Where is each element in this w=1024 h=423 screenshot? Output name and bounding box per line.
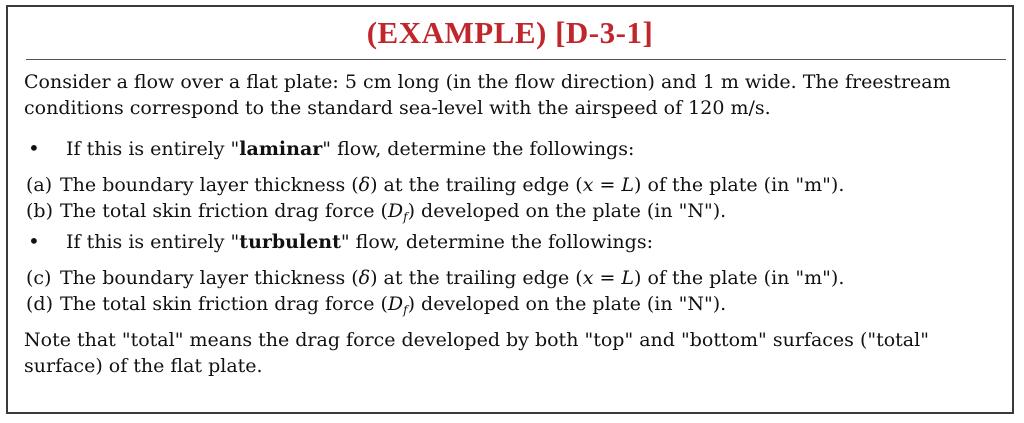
delta-symbol: δ <box>358 267 371 289</box>
bullet-icon: • <box>28 136 40 160</box>
intro-line-2: conditions correspond to the standard sea-level with the airspeed of 120 m/s. <box>24 97 771 119</box>
delta-symbol: δ <box>358 174 371 196</box>
question-b: (b) The total skin friction drag force $(D_f)$ developed on the plate (in "N"). <box>26 200 727 224</box>
bullet-icon: • <box>28 229 40 253</box>
question-c-label: (c) <box>26 267 52 289</box>
turbulent-keyword: turbulent <box>239 231 341 253</box>
laminar-bullet-pre: If this is entirely " <box>66 138 240 160</box>
turbulent-bullet-pre: If this is entirely " <box>66 231 240 253</box>
x-equals-l: x = L <box>582 267 635 289</box>
turbulent-bullet <box>24 228 1002 255</box>
title-divider <box>26 59 1006 60</box>
intro-line-1: Consider a flow over a flat plate: 5 cm long (in the flow direction) and 1 m wide. The freestream <box>24 71 951 93</box>
question-d: (d) The total skin friction drag force $(D_f)$ developed on the plate (in "N"). <box>26 293 727 317</box>
note-line-2: surface) of the flat plate. <box>24 355 263 377</box>
laminar-bullet <box>24 135 1002 162</box>
drag-symbol: D <box>387 293 404 315</box>
x-equals-l: x = L <box>582 174 635 196</box>
question-a: (a) The boundary layer thickness (δ) at the trailing edge (x = L) of the plate (in "m"). <box>26 174 845 196</box>
laminar-keyword: laminar <box>239 138 323 160</box>
turbulent-bullet-post: " flow, determine the followings: <box>340 231 653 253</box>
note-line-1: Note that "total" means the drag force developed by both "top" and "bottom" surfaces ("total" <box>24 329 929 351</box>
drag-symbol: D <box>387 200 404 222</box>
example-title: (EXAMPLE) [D-3-1] <box>366 15 654 50</box>
laminar-bullet-post: " flow, determine the followings: <box>322 138 635 160</box>
question-a-label: (a) <box>26 174 53 196</box>
question-b-label: (b) <box>26 200 53 222</box>
question-d-label: (d) <box>26 293 53 315</box>
problem-body <box>24 69 1002 379</box>
example-box <box>6 5 1014 414</box>
question-c: (c) The boundary layer thickness (δ) at the trailing edge (x = L) of the plate (in "m"). <box>26 267 845 289</box>
